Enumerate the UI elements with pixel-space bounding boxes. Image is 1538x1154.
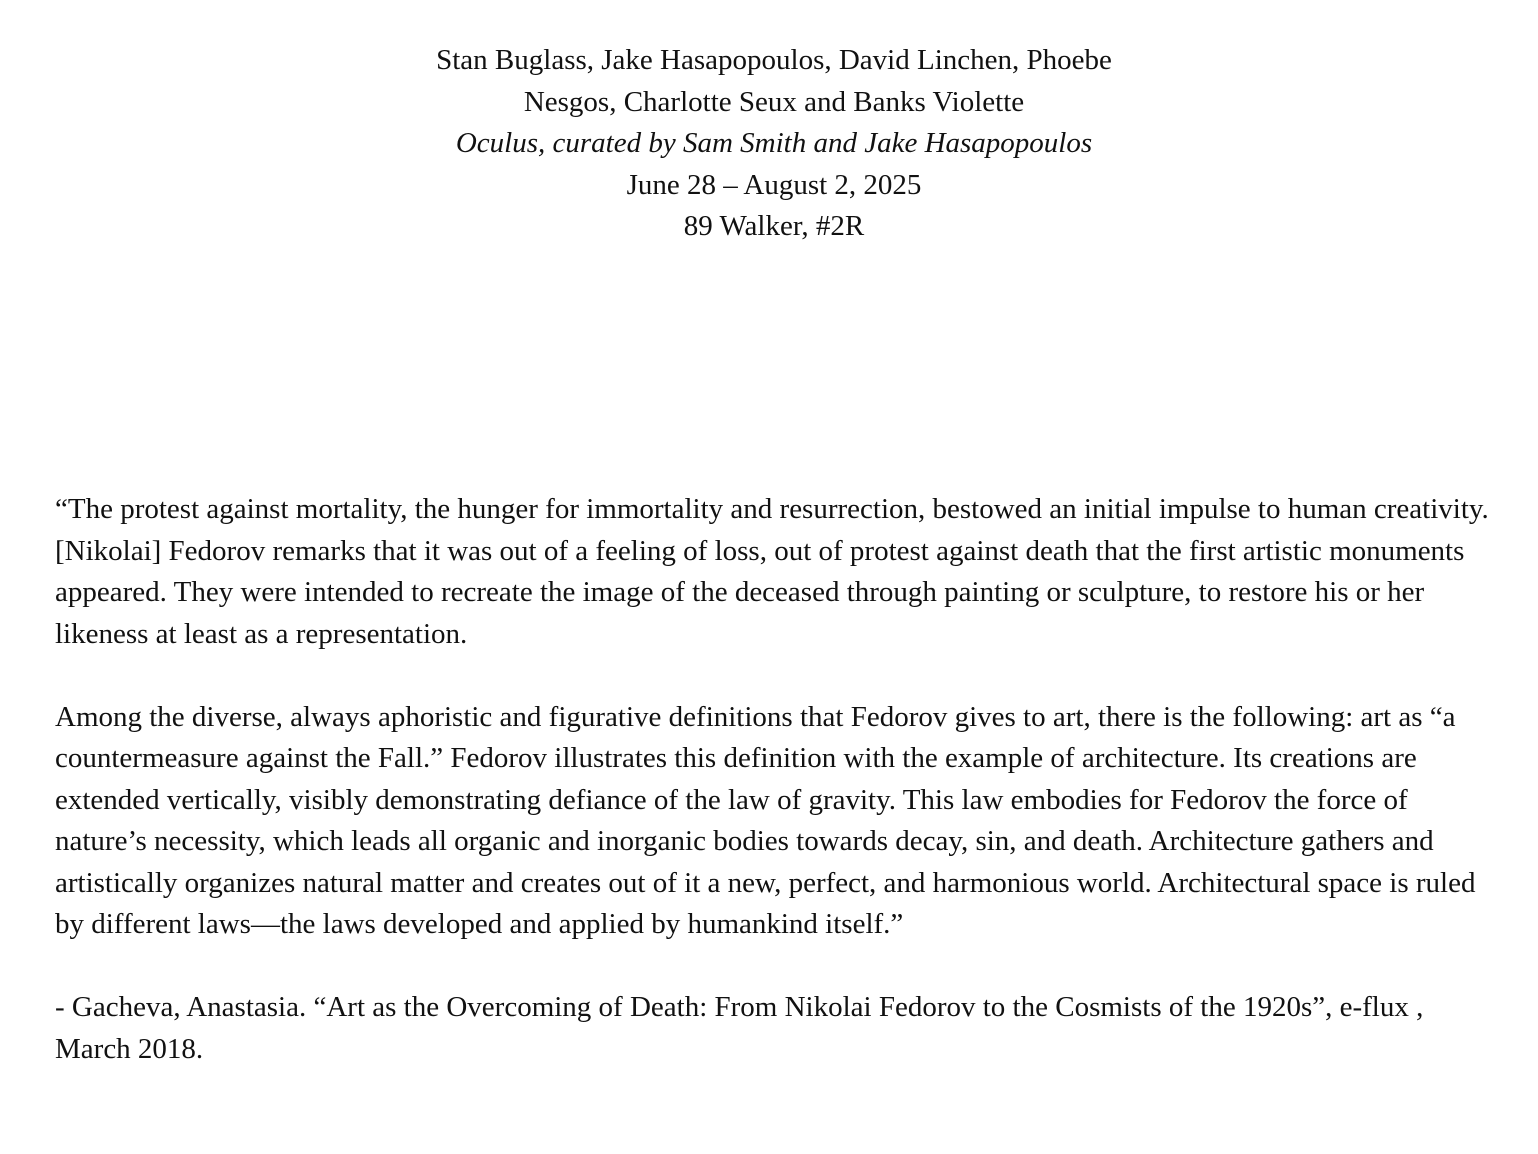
quote-citation: - Gacheva, Anastasia. “Art as the Overcoming of Death: From Nikolai Fedorov to the Cosmists of the 1920s”, e-flux , March 2018. <box>55 991 1424 1065</box>
exhibition-dates: June 28 – August 2, 2025 <box>626 168 922 201</box>
artists-line-2: Nesgos, Charlotte Seux and Banks Violette <box>523 85 1025 118</box>
exhibition-header <box>0 40 1538 248</box>
quote-paragraph-1: “The protest against mortality, the hunger for immortality and resurrection, bestowed an initial impulse to human creativity. [Nikolai] Fedorov remarks that it was out of a feeling of loss, out of protest against death that the first artistic monuments appeared. They were intended to recreate the image of the deceased through painting or sculpture, to restore his or her likeness at least as a representation. <box>55 493 1489 650</box>
exhibition-title: Oculus, curated by Sam Smith and Jake Hasapopoulos <box>455 127 1093 159</box>
press-release-text <box>55 489 1505 1070</box>
exhibition-address: 89 Walker, #2R <box>683 210 865 242</box>
artists-line-1: Stan Buglass, Jake Hasapopoulos, David Linchen, Phoebe <box>436 44 1112 76</box>
quote-paragraph-2: Among the diverse, always aphoristic and figurative definitions that Fedorov gives to art, there is the following: art as “a countermeasure against the Fall.” Fedorov illustrates this definition with the example of architecture. Its creations are extended vertically, visibly demonstrating defiance of the law of gravity. This law embodies for Fedorov the force of nature’s necessity, which leads all organic and inorganic bodies towards decay, sin, and death. Architecture gathers and artistically organizes natural matter and creates out of it a new, perfect, and harmonious world. Architectural space is ruled by different laws—the laws developed and applied by humankind itself.” <box>55 700 1476 940</box>
